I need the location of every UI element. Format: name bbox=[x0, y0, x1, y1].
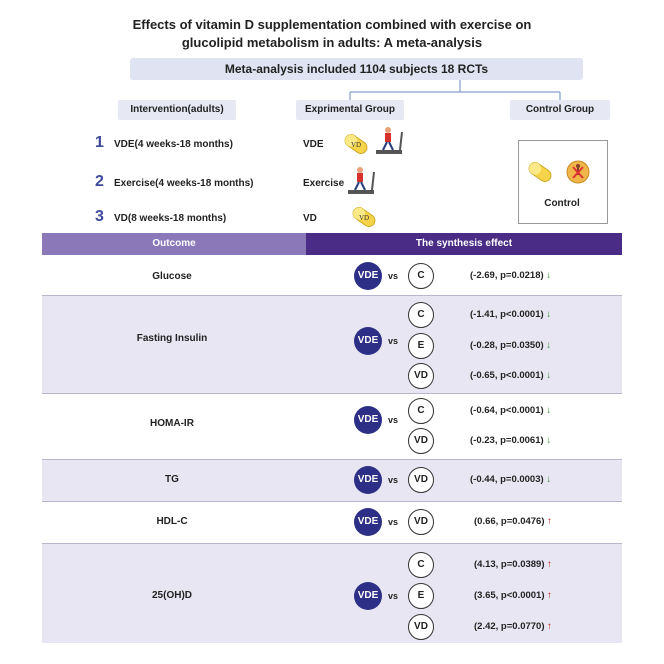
intervention-label-3: VD(8 weeks-18 months) bbox=[114, 213, 227, 224]
outcome-glucose: Glucose bbox=[152, 271, 192, 282]
comparator-circle: C bbox=[408, 263, 434, 289]
arrow-up-icon: ↑ bbox=[547, 516, 552, 527]
divider bbox=[42, 543, 622, 544]
divider bbox=[42, 459, 622, 460]
comparator-circle: VD bbox=[408, 509, 434, 535]
result-text: (0.66, p=0.0476) ↑ bbox=[474, 516, 552, 527]
arrow-down-icon: ↓ bbox=[546, 474, 552, 485]
svg-text:VD: VD bbox=[350, 141, 362, 149]
group-label-2: Exercise bbox=[303, 178, 345, 189]
result-text: (2.42, p=0.0770) ↑ bbox=[474, 621, 552, 632]
vs-label: vs bbox=[388, 517, 399, 527]
arrow-down-icon: ↓ bbox=[546, 370, 552, 381]
arrow-up-icon: ↑ bbox=[547, 559, 552, 570]
comparator-circle: E bbox=[408, 333, 434, 359]
divider bbox=[42, 393, 622, 394]
comparator-circle: C bbox=[408, 552, 434, 578]
comparator-circle: C bbox=[408, 302, 434, 328]
outcome-fasting-insulin: Fasting Insulin bbox=[136, 333, 208, 344]
intervention-label-1: VDE(4 weeks-18 months) bbox=[114, 139, 233, 150]
control-label: Control bbox=[544, 198, 580, 209]
treadmill-runner-icon bbox=[372, 124, 406, 158]
outcome-tg: TG bbox=[165, 474, 179, 485]
vde-circle: VDE bbox=[354, 262, 382, 290]
vs-label: vs bbox=[388, 415, 399, 425]
vd-capsule-icon bbox=[340, 128, 372, 160]
header-experimental: Exprimental Group bbox=[296, 100, 404, 120]
result-text: (-2.69, p=0.0218) ↓ bbox=[470, 270, 552, 281]
effect-column-header: The synthesis effect bbox=[306, 233, 622, 255]
vs-label: vs bbox=[388, 591, 399, 601]
outcome-column-header: Outcome bbox=[42, 233, 306, 255]
no-exercise-icon bbox=[564, 158, 592, 186]
result-text: (-0.23, p=0.0061) ↓ bbox=[470, 435, 552, 446]
vd-capsule-icon-2 bbox=[348, 202, 380, 232]
group-label-1: VDE bbox=[303, 139, 324, 150]
result-text: (-0.28, p=0.0350) ↓ bbox=[470, 340, 552, 351]
comparator-circle: E bbox=[408, 583, 434, 609]
vde-circle: VDE bbox=[354, 582, 382, 610]
vde-circle: VDE bbox=[354, 508, 382, 536]
arrow-down-icon: ↓ bbox=[546, 270, 552, 281]
divider bbox=[42, 501, 622, 502]
comparator-circle: C bbox=[408, 398, 434, 424]
treadmill-runner-icon-2 bbox=[344, 164, 378, 198]
vde-circle: VDE bbox=[354, 466, 382, 494]
comparator-circle: VD bbox=[408, 614, 434, 640]
arrow-up-icon: ↑ bbox=[547, 590, 552, 601]
vde-circle: VDE bbox=[354, 327, 382, 355]
group-label-3: VD bbox=[303, 213, 317, 224]
comparator-circle: VD bbox=[408, 467, 434, 493]
header-intervention: Intervention(adults) bbox=[118, 100, 236, 120]
outcome-hdl-c: HDL-C bbox=[156, 516, 188, 527]
svg-text:VD: VD bbox=[358, 214, 370, 222]
title-line-2: glucolipid metabolism in adults: A meta-analysis bbox=[181, 35, 483, 50]
intervention-number-2: 2 bbox=[95, 173, 104, 190]
result-text: (-0.64, p<0.0001) ↓ bbox=[470, 405, 552, 416]
header-control: Control Group bbox=[510, 100, 610, 120]
result-text: (-0.44, p=0.0003) ↓ bbox=[470, 474, 552, 485]
divider bbox=[42, 295, 622, 296]
vs-label: vs bbox=[388, 475, 399, 485]
arrow-down-icon: ↓ bbox=[546, 405, 552, 416]
arrow-up-icon: ↑ bbox=[547, 621, 552, 632]
intervention-number-3: 3 bbox=[95, 208, 104, 225]
result-text: (-0.65, p<0.0001) ↓ bbox=[470, 370, 552, 381]
arrow-down-icon: ↓ bbox=[546, 340, 552, 351]
outcome-homa-ir: HOMA-IR bbox=[150, 418, 194, 429]
arrow-down-icon: ↓ bbox=[546, 309, 552, 320]
outcome-25ohd: 25(OH)D bbox=[151, 590, 192, 601]
intervention-number-1: 1 bbox=[95, 134, 104, 151]
result-text: (-1.41, p<0.0001) ↓ bbox=[470, 309, 552, 320]
meta-analysis-banner: Meta-analysis included 1104 subjects 18 RCTs bbox=[130, 58, 583, 80]
result-text: (3.65, p<0.0001) ↑ bbox=[474, 590, 552, 601]
vde-circle: VDE bbox=[354, 406, 382, 434]
vs-label: vs bbox=[388, 271, 399, 281]
vs-label: vs bbox=[388, 336, 399, 346]
placebo-capsule-icon bbox=[524, 158, 556, 186]
arrow-down-icon: ↓ bbox=[546, 435, 552, 446]
title-line-1: Effects of vitamin D supplementation combined with exercise on bbox=[132, 17, 532, 32]
comparator-circle: VD bbox=[408, 363, 434, 389]
comparator-circle: VD bbox=[408, 428, 434, 454]
result-text: (4.13, p=0.0389) ↑ bbox=[474, 559, 552, 570]
intervention-label-2: Exercise(4 weeks-18 months) bbox=[114, 178, 254, 189]
